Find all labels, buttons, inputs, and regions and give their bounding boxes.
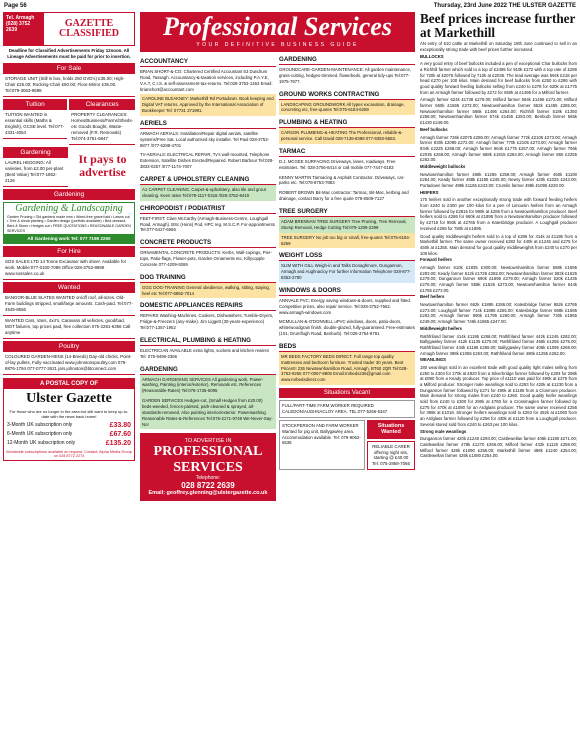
advertise-line: PROFESSIONAL SERVICES [153, 444, 263, 475]
article-body [420, 41, 577, 459]
listing-entry: FEET-FIRST: Clare McCarthy (Armagh-Business-Centre, Loughgall Road, Armagh). BSc (Hons) Pod, HPC reg. M.S.C.P. For-appointments Tel:077-5427-6556 [140, 215, 275, 233]
listing-entry: LANDSCAPING GROUNDWORK All types excavation, drainage, concreting etc, free-quotes Tel:075-6184-6259 [279, 100, 415, 116]
category-heading: TARMAC [279, 146, 415, 157]
advertise-line: Telephone: [195, 475, 221, 482]
listing-entry: TREE SURGERY No job too big or small, free-quotes Tel:075-6184-6259 [279, 233, 415, 249]
listing-entry: GGG DOG-TRAINING General obedience, walking, sitting, staying, heel etc Tel:077-6892-7014 [140, 283, 276, 299]
it-pays-to-advertise: It pays to advertise [78, 151, 127, 179]
section-gardening: Gardening [3, 147, 68, 158]
section-for-hire: For Hire [3, 246, 135, 257]
category-heading: DOG TRAINING [140, 272, 276, 283]
garden-ad-phone: All Gardening work Tel: 077 7198 2250 [4, 234, 134, 243]
situations-vacant-head: Situations Vacant [279, 388, 415, 398]
category-heading: WINDOWS & DOORS [279, 285, 415, 296]
article-paragraph: Newtownhamilton farmer 488k £1265 £259.00; Armagh farmer 450k £1190 £264.00; Keady farmer 488k £1195 £245.00; Newry farmer 420k £1025 £243.00; Portadown farmer 498k £1165 £243.00; Crumlin farmer 498k £1095 £220.00. [420, 171, 577, 188]
ad-bangor-slates: BANGOR-BLUE SLATES WANTED on/off roof, all-sizes. Old-Farm buildings stripped, small/large amounts. Cash-paid. Tel:077-4545-8556 [3, 293, 135, 316]
category-heading: CARPET & UPHOLSTERY CLEANING [140, 174, 276, 185]
ad-excavator-hire: SOS SALES LTD 14 Tonne Excavator with driver. Available for work. Mobile:077-0100-7086 Office:028-3752-8989 www.sossales.co.uk [3, 257, 135, 280]
listing-entry: CARSON PLUMBING-&-HEATING The Professional, reliable-&-personal service. Call David 028-7136-8388 077-9393-5553. [279, 128, 415, 144]
listing-entry: ANNVALE PVC: Energy saving windows-&-doors, supplied and fitted. Competitive prices, also repair service. Tel:028-3752-7662. www.armagh-windows.com [279, 297, 411, 315]
article-subheading: Middleweight bullocks [420, 163, 466, 169]
category-heading: GARDENING [140, 364, 276, 375]
article-paragraph: Good quality middleweight heifers sold to a top of £286 for 414k at £1195 from a Markethill farmer. The same owner received £282 for 440k at £1245 and £275 for 450k at £1255. Main demand for good quality middleweights from £240 to £270 per 100 kilos. [420, 233, 577, 256]
listing-entry: ADAM BRENNAN TREE SURGERY Tree Pruning, Tree Removal, Stump Removal, Hedge Cutting Tel:079-1209-2299 [279, 217, 415, 233]
listing-entry: MR BEDS FACTORY BEDS DIRECT. Full range top quality mattresses and bedroom furniture. Trusted trader 30 years. Best Prices!!! 236 Newtownhamilton Road, Armagh, BT60 2QR Tel:028-3753-9255 077-0067-8805 Email:mrbeds236@gmail.com www.mrbedsdirect.com [279, 352, 415, 385]
classified-column [3, 12, 135, 734]
listing-entry: A1 CARPET CLEANING, Carpet-&-upholstery, also tile and grout cleaning. Keen rates Tel:078-1117-0318 /028-3752-8419 [140, 185, 276, 201]
ad-garden-hens: COLOURED GARDEN-HENS (14-Breeds) Day-old chicks, Point-of-lay pullets, Fully-vaccinated www.johnstonspoultry.com 079-8876-1794 077-0777-2621 jars.johnston@btconnect.com [3, 352, 135, 375]
ad-laurel-hedging: LAUREL HEDGING: All varieties, from £2.00 per-plant (Best Value) Tel:077-1852-2126 [3, 158, 68, 187]
garden-ad-title: Gardening & Landscaping [15, 202, 123, 214]
article-subheading: Beef heifers [420, 294, 445, 300]
subscription-row: 3-Month UK subscription only £33.80 [7, 421, 131, 429]
classified-header [3, 12, 135, 46]
ps-title: Professional Services [163, 12, 392, 41]
category-heading: CONCRETE PRODUCTS [140, 237, 276, 248]
ps-column-1 [140, 54, 276, 501]
listing-entry: ARMAGH AERIALS: Installation/Repair digital aerials, satellite systems/Free Sat. Local authorised sky installer. Tel Paul 028-3753-8877 /077-6288-4701 [140, 130, 270, 148]
listing-entry: ELECTRICIAN AVAILABLE extra lights, sockets and kitchen rewires Tel: 075-9496-2366 [140, 347, 270, 359]
category-heading: ACCOUNTANCY [140, 56, 276, 67]
section-for-sale: For Sale [3, 63, 135, 74]
article-paragraph: Armagh farmer 610k £1835 £300.00; Newtownhamilton farmer 598k £1695 £283.00; Keady farmer 612k £1725 £282.00; Newtownhamilton farmer 582k £1625 £279.00; Dungannon farmer 590k £1695 £279.00; Armagh farmer 520k £1435 £276.00; Armagh farmer 558k £1525 £273.00; Newtownhamilton farmer 644k £1755 £273.00. [420, 264, 577, 293]
article-subheading: Strong male weanlings [420, 428, 467, 434]
postal-foot: Worldwide subscriptions available on request. Contact: Alpha Media Group on 028 8772 2274 [6, 449, 132, 458]
ps-subtitle: YOUR DEFINITIVE BUSINESS GUIDE [196, 42, 359, 48]
ad-tuition: TUITION WANTED in essential skills (Maths & English), GCSE level. Tel:077-4331-4054 [3, 110, 67, 139]
article-subheading: HEIFERS [420, 189, 439, 195]
postal-logo: Ulster Gazette [26, 390, 112, 406]
page-number: Page 56 [4, 3, 27, 9]
listing-entry: MCMULLAN-&-O'DONNELL uPVC windows, doors, patio-doors, white/woodgrain finish, double-glazed, fully-guaranteed. Free-estimates (101, Drumflugh Road, Benburb). Tel:028-3754-8791 [279, 319, 415, 337]
garden-ad-body: Garden Pruning • Old gardens made new • Weed-free gravel laid • Lawns cut • Tree & shrub planting • Garden design (portfolio available) • Bed-dressed, Bark & Stone • Hedges cut • FREE QUOTATIONS • REASONABLE GARDEN SERVICES [7, 214, 131, 233]
category-heading: GROUND WORKS CONTRACTING [279, 89, 415, 100]
listing-entry: GARDEN SERVICES Hedges-cut, (Small Hedges from £20.00) beds-weeded, fences-painted, path-cleaned & sprayed, all-standards-removed. Also painting interior/exterior. Powerwashing Reasonable Rates-&-References Tel:075-2171-9748 We-Never-Say-No! [140, 396, 276, 429]
listing-entry: TV-AERIALS: ELECTRICAL REPAIR, Tv's wall-mounted, Telephone Extension, Satellite Dishes Erected/Repaired. Robert Barbour Tel:028-3833-0257 /077-1174-7007 [140, 152, 274, 170]
article-paragraph: Armagh farmer 726k £2075 £286.00; Armagh farmer 772k £2105 £273.00; Armagh farmer 830k £2095 £272.00; Armagh farmer 770k £2105 £273.00; Armagh farmer 834k £2225 £268.00; Armagh farmer 664k £1775 £267.00; Armagh farmer 766k £2035 £266.00; Armagh farmer 688k £1815 £264.00; Armagh farmer 860 £2255 £262.00. [420, 134, 577, 163]
article-subheading: BULLOCKS [420, 53, 444, 59]
advertise-line: 028 8722 2639 [181, 481, 235, 491]
postal-note: For those who are no longer in the area but still want to keep up-to-date with the news back home! [9, 408, 129, 419]
ad-wanted-cars: WANTED Cars, Vans, 4x4's, Caravans all vehicles, good/bad, MOT failures, top prices paid, free collection 075-2281-6356 Call anytime [3, 316, 135, 339]
category-heading: AERIELS [140, 118, 276, 129]
listing-entry: CAROLINE BLEAKNEY: Markethill Rd Portadown. Book keeping and Digital VAT returns. Approved by the International Association of Bookkeeper Tel: 07731 371991. [140, 94, 276, 116]
advertise-box [140, 433, 276, 501]
article-subheading: Forward heifers [420, 257, 452, 263]
article-paragraph: AN entry of 510 cattle at Markethill on Saturday 18th June continued to sell in an exceptionally strong trade with beef prices further increased. [420, 41, 577, 52]
listing-entry: SLIM WITH GILL Weigh-in and Talks Donaghmore, Dungannon, Armagh and Aughnacloy For further information Telephone 028-877-8353-2790 [279, 261, 415, 283]
article-subheading: WEANLINGS [420, 357, 446, 363]
advertise-line[interactable]: Email: geoffrey.glenning@ulstergazette.co.uk [148, 490, 268, 497]
news-article [420, 12, 577, 734]
situations-wanted-box: Situations Wanted [367, 420, 415, 439]
article-paragraph: Dungannon farmer 420k £1240 £293.00; Castlewellan farmer 406k £1190 £271.00; Castlewellan farmer 478k £1270 £266.00; Milford farmer 432k £1120 £259.00; Milford farmer 426k £1090 £256.00; Markethill farmer 488k £1240 £254.00; Castlewellan farmer 426k £1080 £254.00. [420, 436, 577, 459]
listing-entry: ORNAMENTAL CONCRETE PRODUCTS: Kerbs, Wall-copings, Pier-tops, Patio-flags, Flower-pots, Garden Ornaments etc. Killycopple Concrete 077-4209-9269 [140, 250, 272, 267]
subscription-row: 6-Month UK subscription only £67.60 [7, 430, 131, 438]
article-paragraph: Newtownhamilton farmer 662k £1895 £286.00; Katesbridge farmer 952k £2765 £273.00; Loughgall farmer 714k £1895 £265.00; Katesbridge farmer 668k £1695 £262.00; Armagh farmer 690k £1795 £260.00; Armagh farmer 730k £1865 £249.00; Armagh farmer 746k £1865 £247.00. [420, 302, 577, 325]
ps-column-2 [279, 54, 415, 501]
advertise-line: TO ADVERTISE IN [184, 438, 232, 445]
tel-number: (028) 3752 2639 [6, 21, 31, 33]
listing-entry: GROUNDCARE-GARDEN-MAINTENANCE: All garden maintenance, grass-cutting, hedges-trimmed, flowerbeds, general tidy-ups Tel:077-1975-7977. [279, 67, 412, 84]
subscription-row: 12-Month UK subscription only £135.20 [7, 439, 131, 447]
article-subheading: Middleweight heifers [420, 325, 463, 331]
section-poultry: Poultry [3, 341, 135, 352]
listing-entry: D.J. MCGEE SURFACING Driveways, lanes, roadways. Free estimates. Tel: 028-3756-8414 or call mobile 077-7447-0183 [279, 158, 396, 170]
listing-entry: BRIAN.SHORT-&-CO: Chartered Certified Accountant 63 Dundrum Road, Tassagh. Accountancy-&-taxation services, including P.A.Y.E, V.A.T, C.I.S. & self-assessment-tax-returns. Tel:028-3753-1463 Email: brianshort@accountant.com [140, 69, 273, 92]
article-paragraph: 170 heifers sold in another exceptionally strong trade with forward feeding heifers from £240 to £300 per 100 kilos for a pen of Limousin heifers from an Armagh farmer followed by £2815 for 990k at £285 from a Newtownhamilton producer. Beef heifers sold to £286 for 660k at £1895 from a Newtownhamilton producer followed by £2715 for 950k at £2765 from a Katesbridge producer. A Loughgall producer received £265 for 780k at £1895. [420, 197, 577, 231]
postal-copy-ad [3, 378, 135, 461]
category-heading: PLUMBING & HEATING [279, 117, 415, 128]
category-heading: CHIROPODIST / PODIATRIST [140, 203, 276, 214]
category-heading: GARDENING [279, 54, 415, 65]
deadline-notice: Deadline for Classified Advertisements Friday 12noon. All Lineage Advertisements must be paid for prior to insertion. [7, 48, 131, 59]
article-paragraph: Rathfriland farmer 414k £1195 £286.00; Rathfriland farmer 442k £1245 £282.00; Ballygawley farmer 412k £1135 £275.00; Rathfriland farmer 456k £1255 £275.00; Rathfriland farmer 434k £1195 £265.00; Ballygawley farmer 406k £1095 £269.00; Armagh farmer 398k £1065 £263.00; Rathfriland farmer 480k £1255 £262.00. [420, 333, 577, 356]
section-wanted: Wanted [3, 282, 135, 293]
category-heading: ELECTRICAL, PLUMBING & HEATING [140, 335, 276, 346]
listing-entry: ARMAGH GARDENING SERVICES All gardening work, Power-washing, Painting (interior/exterior), Removals etc. References (Reasonable-Rates) Tel:078-1735-6095 [140, 375, 276, 397]
category-heading: BEDS [279, 341, 415, 352]
ad-gardening-landscaping [3, 202, 135, 245]
classified-brand: GAZETTE CLASSIFIED [44, 13, 134, 45]
article-paragraph: 180 weanlings sold in an excellent trade with good quality light males selling from £250 to £304 for 270k at £820 from a Silverbridge farmer followed by £293 for 298k at £890 from a Keady producer. Top price of £1110 was paid for 490k at £275 from a Milford producer. Stronger male weanlings sold to £293 for 420k at £1230 from a Dungannon farmer followed by £271 for 490k at £1195 from a Clonmore producer. Main demand for strong males from £240 to £260. Good quality heifer weanlings sold from £240 to £300 for 290k at £760 for a Crossmaglen farmer followed by £275 for 470k at £1080 for an Ardglass producer. The same owner received £256 for 398k at £1018. Stronger heifers weanlings sold to £263 for 452k at £1060 from an Ardglass farmer followed by £256 for 430k at £1120 from a Loughgall producer. Several stored sold from £240 to £263 per 100 kilos. [420, 364, 577, 427]
category-heading: WEIGHT LOSS [279, 250, 415, 261]
article-subheading: Beef bullocks [420, 126, 448, 132]
listing-entry: REPAIRS Washing-Machines, Cookers, Dishwashers, Tumble-Dryers, Fridge-&-Freezers (any-make). Jim Liggett (30-years-experience) Tel:077-1357-1952 [140, 313, 274, 331]
ps-banner [140, 12, 415, 52]
tel-label: Tel. Armagh [6, 15, 35, 21]
professional-services [140, 12, 415, 734]
category-heading: DOMESTIC APPLIANCES REPAIRS [140, 300, 276, 311]
postal-heading: A POSTAL COPY OF [4, 379, 134, 389]
section-gardening-2: Gardening [3, 189, 135, 200]
vacancy-farm-worker: FULL/PART-TIME FARM WORKER REQUIRED CALEDON/AUGHNACLOY AREA. TEL:077-5266-5347 [279, 400, 415, 418]
ad-storage-unit: STORAGE UNIT (Still in box, holds 250 DVD's) £35.00; High-Chair £25.00; Rocking-Chair £60.00; Floor-Mirror £35.00. Tel:079-3063-9598 [3, 74, 135, 97]
listing-entry: ROBERT BROWN Bit-Mac contractor: Tarmac, Bit-Mac, kerbing and drainage, contact Barry for a free quote 078-8509-7127 [279, 190, 409, 202]
page-date: Thursday, 23rd June 2022 THE ULSTER GAZETTE [433, 3, 576, 9]
article-paragraph: A very good entry of beef bullocks included a pen of exceptional Char bullocks from a Richhill farmer which sold to a top of £2495 for 910k £272 with a top rate of £286 for 720k at £2075 followed by 710k at £2035. The lead average was 594k £218 per head £270 per 100 kilos. Main demand for beef bullocks from £250 to £286 with good quality forward feeding bullocks selling from £240 to £278 for 620k at £1775 from an Armagh farmer followed by £272 for 550k at £1495 for a Milford farmer. [420, 61, 577, 95]
section-tuition: Tuition [3, 99, 67, 110]
section-clearances: Clearances [69, 99, 135, 110]
listing-entry: KENNY MARTIN Tarmacing & Asphalt Contractor. Driveways, car-parks etc. Tel:078-8763-7883 [279, 174, 405, 186]
article-paragraph: Armagh farmer 624k £1738 £278.00; Milford farmer 594k £1495 £272.00; Milford farmer 560k £1565 £272.00; Newtownhamilton farmer 552k £1465 £265.00; Newtownhamilton farmer 566k £1495 £264.00; Richhill farmer 518k £1350 £258.00; Newtownhamilton farmer 574k £1455 £253.00; Benburb farmer 565k £1430 £248.00. [420, 97, 577, 126]
category-heading: TREE SURGERY [279, 206, 415, 217]
article-headline: Beef prices increase further at Markethill [420, 11, 576, 40]
vacancy-stockperson: STOCKPERSON AND FARM WORKER Wanted for pig unit, Ballygawley area. Accommodation available. Tel: 079-9062-6536 [279, 420, 365, 470]
ad-reliable-carer: RELIABLE CARER offering night sits, starting @ £40.00 Tel: 075-2868-7066 [367, 441, 415, 470]
ad-clearances: PROPERTY CLEARANCES: Homes/Business/Farms/Sheds-etc Goods Bought, Waste-removed (F.R. Removals) Tel:074-3761-6847 [69, 110, 135, 145]
